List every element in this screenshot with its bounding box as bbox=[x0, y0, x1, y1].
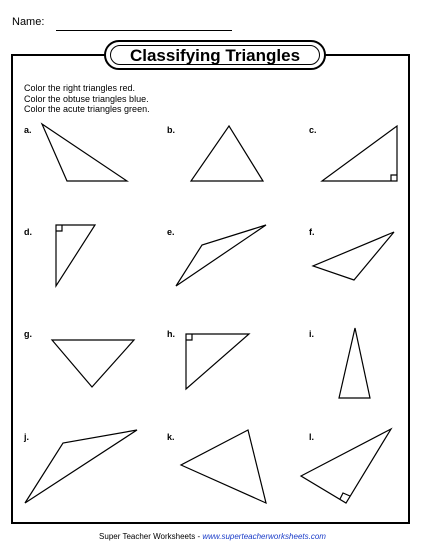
problem-letter-h: h. bbox=[167, 329, 175, 339]
instruction-line: Color the obtuse triangles blue. bbox=[24, 93, 149, 104]
right-angle-mark bbox=[391, 175, 397, 181]
problem-letter-e: e. bbox=[167, 227, 175, 237]
triangle-g[interactable] bbox=[52, 340, 134, 387]
right-angle-mark bbox=[56, 225, 62, 231]
triangle-j[interactable] bbox=[25, 430, 137, 503]
problem-letter-d: d. bbox=[24, 227, 32, 237]
page-title: Classifying Triangles bbox=[129, 46, 301, 65]
triangle-f[interactable] bbox=[313, 232, 394, 280]
triangle-c[interactable] bbox=[322, 126, 397, 181]
name-label: Name: bbox=[12, 16, 45, 28]
triangle-l[interactable] bbox=[301, 429, 391, 503]
instruction-line: Color the right triangles red. bbox=[24, 83, 136, 93]
triangle-d[interactable] bbox=[56, 225, 95, 286]
problem-letter-b: b. bbox=[167, 125, 175, 135]
problem-letter-a: a. bbox=[24, 125, 32, 135]
instruction-line: Color the acute triangles green. bbox=[24, 104, 150, 114]
footer bbox=[0, 532, 425, 541]
problem-letter-f: f. bbox=[309, 227, 315, 237]
problem-letter-g: g. bbox=[24, 329, 32, 339]
problem-letter-l: l. bbox=[309, 432, 315, 442]
triangle-b[interactable] bbox=[191, 126, 263, 181]
triangle-e[interactable] bbox=[176, 225, 266, 286]
triangle-k[interactable] bbox=[181, 430, 266, 503]
footer-link[interactable]: www.superteacherworksheets.com bbox=[202, 532, 326, 541]
problem-letter-c: c. bbox=[309, 125, 317, 135]
right-angle-mark bbox=[186, 334, 192, 340]
triangle-i[interactable] bbox=[339, 328, 370, 398]
triangle-h[interactable] bbox=[186, 334, 249, 389]
triangle-a[interactable] bbox=[42, 124, 127, 181]
problem-letter-k: k. bbox=[167, 432, 175, 442]
footer-text: Super Teacher Worksheets - bbox=[99, 532, 203, 541]
problem-letter-i: i. bbox=[309, 329, 315, 339]
problem-letter-j: j. bbox=[24, 432, 30, 442]
